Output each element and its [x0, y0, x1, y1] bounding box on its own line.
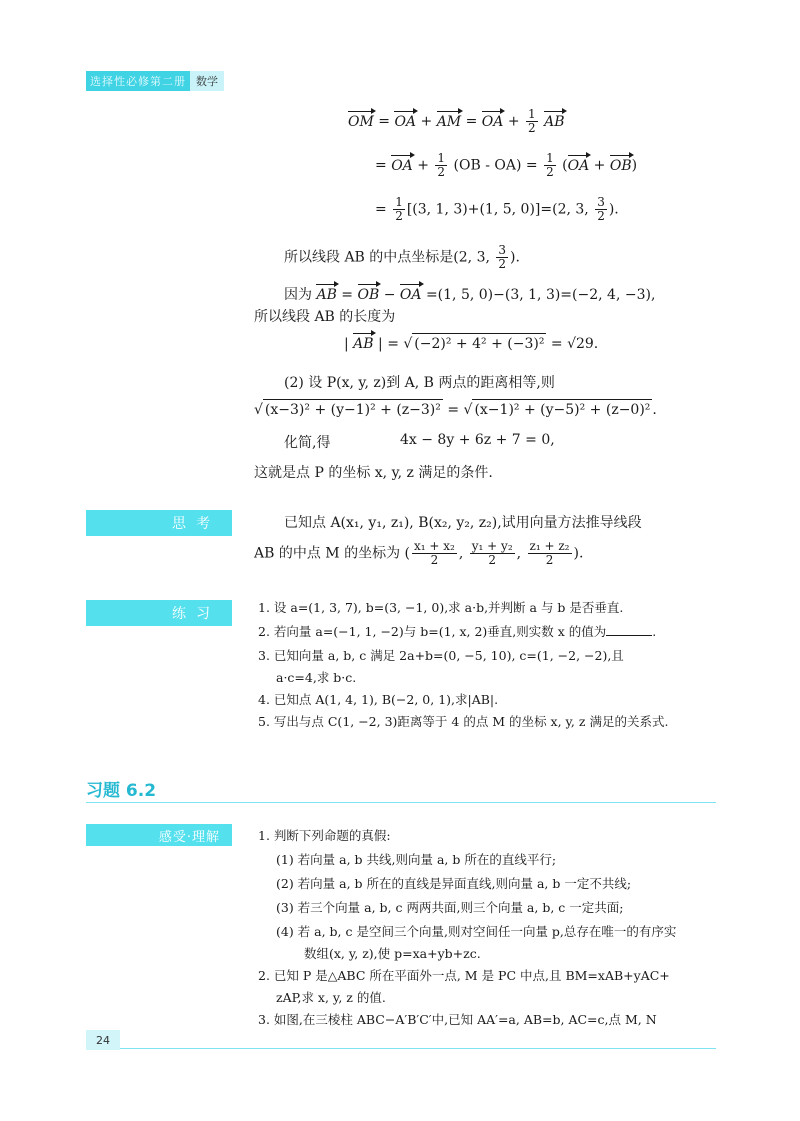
exercise-title: 习题 6.2	[86, 781, 157, 801]
exercise-line-3: (2) 若向量 a, b 所在的直线是异面直线,则向量 a, b 一定不共线;	[276, 876, 632, 891]
part2-intro: (2) 设 P(x, y, z)到 A, B 两点的距离相等,则	[284, 375, 555, 391]
practice-item-3: 3. 已知向量 a, b, c 满足 2a+b=(0, −5, 10), c=(1, −2, −2),且	[258, 648, 624, 663]
think-line-1: 已知点 A(x₁, y₁, z₁), B(x₂, y₂, z₂),试用向量方法推导线段	[284, 515, 642, 531]
exercise-line-7: 2. 已知 P 是△ABC 所在平面外一点, M 是 PC 中点,且 BM=xAB+yAC+	[258, 968, 670, 983]
conclusion: 这就是点 P 的坐标 x, y, z 满足的条件.	[254, 465, 493, 481]
length-formula: | AB | = √ (−2)² + 4² + (−3)² = √29.	[344, 336, 598, 352]
footer-divider	[86, 1048, 716, 1049]
exercise-line-1: 1. 判断下列命题的真假:	[258, 828, 391, 843]
practice-item-3-cont: a·c=4,求 b·c.	[276, 670, 357, 685]
simplify-label: 化简,得	[284, 435, 331, 451]
practice-item-2: 2. 若向量 a=(−1, 1, −2)与 b=(1, x, 2)垂直,则实数 x 的值为 .	[258, 624, 657, 639]
exercise-line-8: zAP,求 x, y, z 的值.	[276, 990, 386, 1005]
practice-item-1: 1. 设 a=(1, 3, 7), b=(3, −1, 0),求 a·b,并判断 a 与 b 是否垂直.	[258, 600, 624, 615]
think-tag: 思考	[86, 510, 232, 536]
length-intro: 所以线段 AB 的长度为	[254, 309, 396, 325]
midpoint-sentence: 所以线段 AB 的中点坐标是(2, 3, $\frac{3}{2}$ ).	[284, 243, 520, 271]
subject-label: 数学	[190, 71, 224, 91]
derivation-line-1: OM = OA + AM = OA + $\frac{1}{2}$ AB	[348, 107, 565, 135]
think-line-2: AB 的中点 M 的坐标为 ( $\frac{\text{x₁ + x₂}}{2}$ , $\frac{\text{y₁ + y₂}}{2}$ , $\frac{\text{z₁ + z₂}}{2}$ ).	[254, 539, 584, 567]
distance-equation: √ (x−3)² + (y−1)² + (z−3)² = √ (x−1)² + (y−5)² + (z−0)² .	[254, 402, 657, 418]
exercise-level-tag: 感受·理解	[86, 824, 232, 846]
practice-item-5: 5. 写出与点 C(1, −2, 3)距离等于 4 的点 M 的坐标 x, y, z 满足的关系式.	[258, 714, 669, 729]
section-divider	[86, 802, 716, 803]
derivation-line-3: = $\frac{1}{2}$ [(3, 1, 3)+(1, 5, 0)]=(2, 3, $\frac{3}{2}$ ).	[375, 195, 619, 223]
exercise-line-4: (3) 若三个向量 a, b, c 两两共面,则三个向量 a, b, c 一定共面;	[276, 900, 624, 915]
running-header	[86, 72, 224, 90]
vector-ab-line: 因为 AB = OB − OA =(1, 5, 0)−(3, 1, 3)=(−2, 4, −3),	[284, 287, 656, 303]
exercise-line-5: (4) 若 a, b, c 是空间三个向量,则对空间任一向量 p,总存在唯一的有序实	[276, 924, 677, 939]
book-title: 选择性必修第二册	[86, 71, 190, 91]
practice-tag: 练习	[86, 600, 232, 626]
exercise-line-9: 3. 如图,在三棱柱 ABC−A′B′C′中,已知 AA′=a, AB=b, AC=c,点 M, N	[258, 1012, 657, 1027]
practice-item-4: 4. 已知点 A(1, 4, 1), B(−2, 0, 1),求|AB|.	[258, 692, 499, 707]
simplify-equation: 4x − 8y + 6z + 7 = 0,	[400, 432, 555, 448]
exercise-line-2: (1) 若向量 a, b 共线,则向量 a, b 所在的直线平行;	[276, 852, 557, 867]
derivation-line-2: = OA + $\frac{1}{2}$ (OB - OA) = $\frac{1}{2}$ (OA + OB)	[375, 151, 638, 179]
exercise-line-6: 数组(x, y, z),使 p=xa+yb+zc.	[304, 946, 481, 961]
page-number: 24	[86, 1030, 120, 1050]
